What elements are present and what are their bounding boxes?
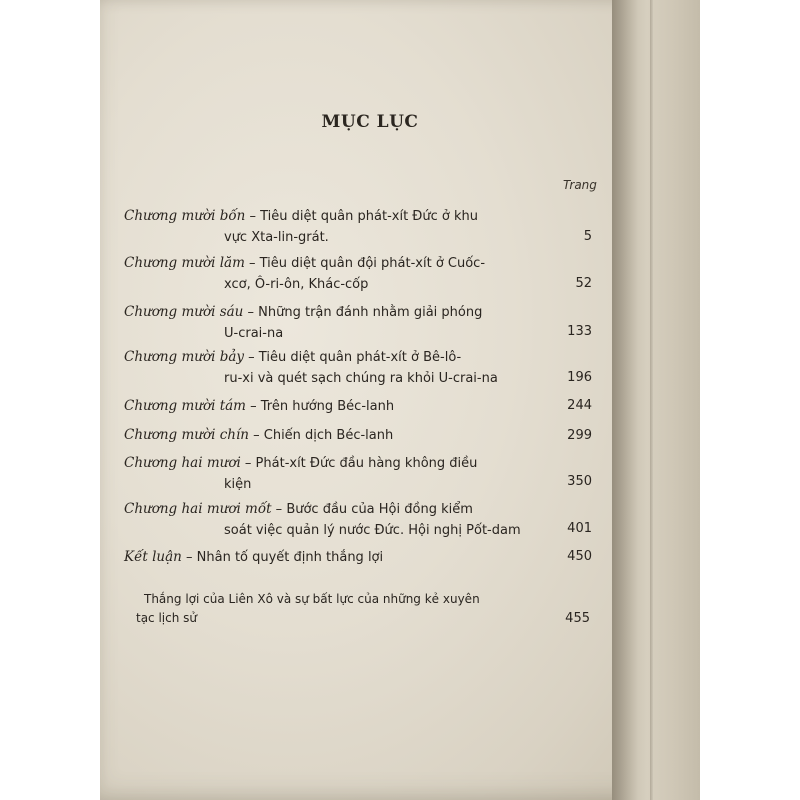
toc-entry-title-continued: U-crai-na	[224, 326, 284, 341]
toc-entry-title: Nhân tố quyết định thắng lợi	[196, 550, 384, 565]
toc-entry-separator: –	[244, 350, 259, 365]
toc-entry-title: Những trận đánh nhằm giải phóng	[258, 305, 483, 320]
page-gutter-shadow	[612, 0, 638, 800]
toc-entry-page: 350	[567, 474, 592, 489]
toc-entry-page: 52	[575, 276, 592, 291]
toc-entry-title-continued: soát việc quản lý nước Đức. Hội nghị Pốt-dam	[224, 523, 521, 538]
toc-entry-title: Trên hướng Béc-lanh	[260, 399, 395, 414]
toc-entry-title: Chiến dịch Béc-lanh	[263, 428, 394, 443]
toc-entry-title: Tiêu diệt quân phát-xít Đức ở khu	[260, 209, 478, 224]
toc-entry-page: 450	[567, 549, 592, 564]
toc-entry-title: Bước đầu của Hội đồng kiểm	[286, 502, 473, 517]
toc-entry-chapter: Chương mười sáu	[124, 304, 244, 320]
toc-entry-title-continued: ru-xi và quét sạch chúng ra khỏi U-crai-na	[224, 371, 498, 386]
toc-entry-title-continued: vực Xta-lin-grát.	[224, 230, 329, 245]
toc-entry-page: 133	[567, 324, 592, 339]
toc-entry-page: 299	[567, 428, 592, 443]
toc-entry	[124, 396, 594, 417]
toc-entry-title: Tiêu diệt quân đội phát-xít ở Cuốc-	[259, 256, 486, 271]
toc-entry	[124, 425, 594, 446]
toc-entry-separator: –	[181, 550, 197, 565]
toc-entry-title: Tiêu diệt quân phát-xít ở Bê-lô-	[258, 350, 462, 365]
toc-entry-separator: –	[244, 256, 260, 271]
toc-entry-chapter: Chương mười chín	[124, 427, 249, 443]
toc-entry-page: 401	[567, 521, 592, 536]
toc-entry	[124, 547, 594, 568]
toc-appendix-page: 455	[565, 611, 590, 626]
toc-entry-separator: –	[243, 305, 259, 320]
page-title: MỤC LỤC	[321, 112, 419, 132]
toc-entry-separator: –	[271, 502, 287, 517]
toc-entry-separator: –	[245, 399, 261, 414]
page-column-label: Trang	[563, 178, 597, 192]
toc-entry-title-continued: kiện	[224, 477, 252, 492]
toc-entry	[124, 453, 594, 495]
toc-entry-page: 5	[583, 229, 592, 244]
toc-entry-chapter: Kết luận	[124, 549, 182, 565]
toc-entry-chapter: Chương mười bảy	[124, 349, 245, 365]
toc-entry-chapter: Chương mười lăm	[124, 255, 245, 271]
toc-entry-title-continued: xcơ, Ô-ri-ôn, Khác-cốp	[224, 277, 369, 292]
toc-appendix-title: Thắng lợi của Liên Xô và sự bất lực của những kẻ xuyên	[144, 592, 480, 606]
toc-entry-separator: –	[248, 428, 264, 443]
toc-entry-title: Phát-xít Đức đầu hàng không điều	[255, 456, 478, 471]
toc-entry-chapter: Chương hai mươi	[124, 455, 241, 471]
toc-entry-chapter: Chương hai mươi mốt	[124, 501, 272, 517]
toc-entry	[124, 253, 594, 295]
toc-entry	[124, 499, 594, 541]
toc-entry	[124, 206, 594, 248]
toc-entry-page: 244	[567, 398, 592, 413]
toc-entry-chapter: Chương mười bốn	[124, 208, 246, 224]
spine-edge	[650, 0, 653, 800]
toc-appendix-title-continued: tạc lịch sử	[136, 611, 198, 625]
toc-entry-separator: –	[245, 209, 261, 224]
toc-entry-chapter: Chương mười tám	[124, 398, 246, 414]
toc-entry	[124, 347, 594, 389]
toc-entry-page: 196	[567, 370, 592, 385]
toc-appendix	[136, 590, 574, 628]
toc-entry-separator: –	[240, 456, 256, 471]
toc-entry	[124, 302, 594, 344]
